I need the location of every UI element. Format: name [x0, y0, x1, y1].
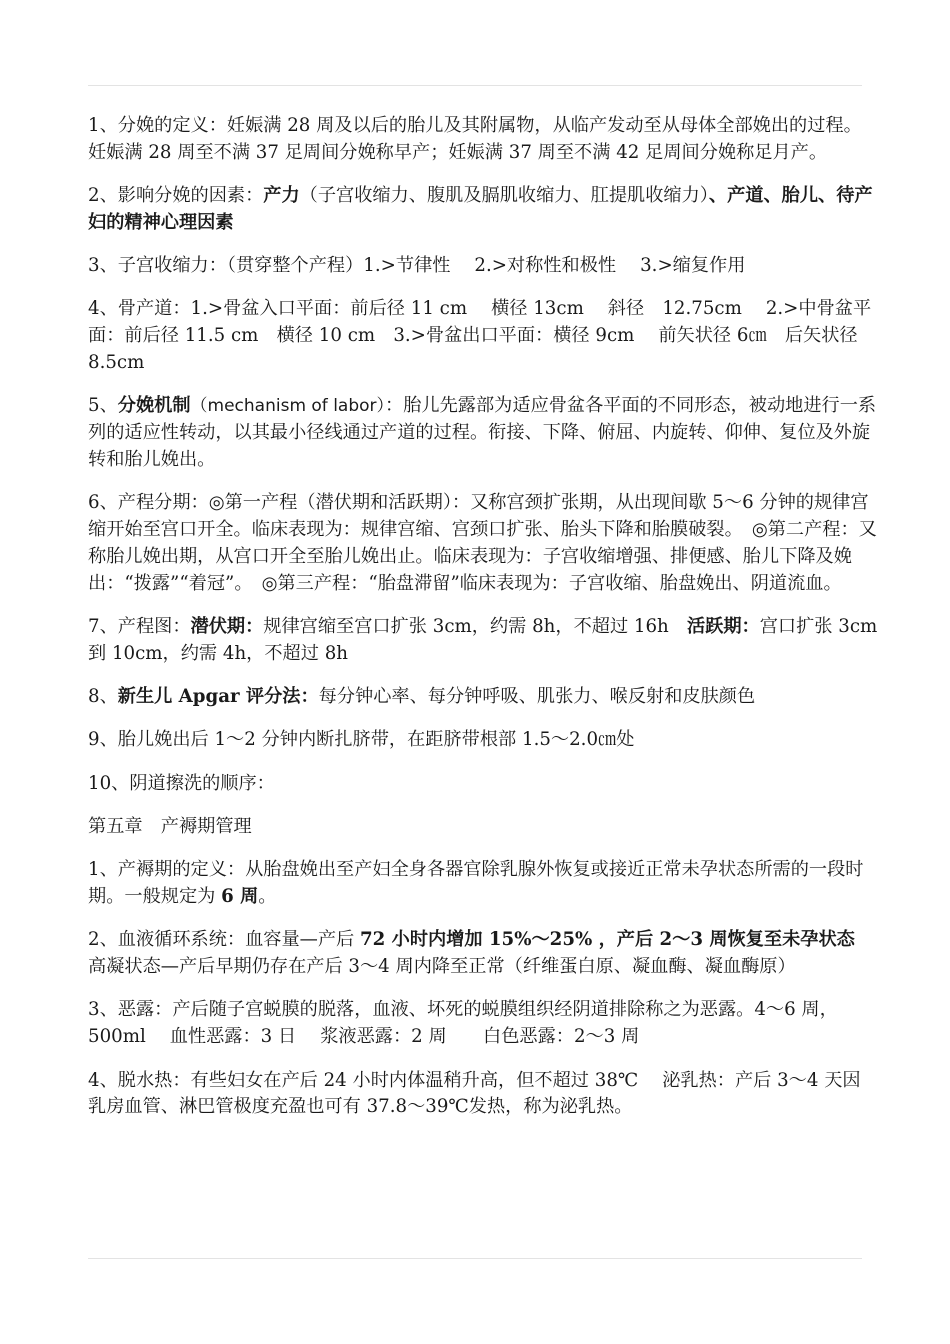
- document-body: [88, 113, 878, 1138]
- text-run: 1、产褥期的定义：从胎盘娩出至产妇全身各器官除乳腺外恢复或接近正常未孕状态所需的一段时期。一般规定为: [88, 859, 864, 908]
- text-run: 1、分娩的定义：妊娠满 28 周及以后的胎儿及其附属物，从临产发动至从母体全部娩出的过程。妊娠满 28 周至不满 37 足周间分娩称早产；妊娠满 37 周至不满 42 足周间分娩称足月产。: [88, 115, 862, 163]
- text-run: ：胎儿先露部为适应骨盆各平面的不同形态，被动地进行一系列的适应性转动，以其最小径线通过产道的过程。衔接、下降、俯屈、内旋转、仰伸、复位及外旋转和胎儿娩出。: [88, 395, 877, 470]
- header-rule: [88, 85, 862, 86]
- paragraph-4: [88, 296, 878, 376]
- paragraph-12: [88, 857, 878, 911]
- paragraph-10: [88, 771, 878, 798]
- paragraph-14: [88, 997, 878, 1051]
- text-run: （子宫收缩力、腹肌及膈肌收缩力、肛提肌收缩力）: [299, 185, 709, 207]
- paragraph-7: [88, 614, 878, 668]
- text-run: 8、: [88, 686, 118, 708]
- chapter-heading: [88, 814, 878, 841]
- bold-text-run: 、产道、胎儿、待产妇的精神心理因素: [88, 185, 873, 233]
- bold-text-run: 72 小时内增加 15%～25% ，产后 2～3 周恢复至未孕状态: [359, 929, 855, 951]
- bold-text-run: 6 周: [221, 886, 259, 908]
- paragraph-3: [88, 253, 878, 280]
- footer-rule: [88, 1258, 862, 1259]
- paragraph-8: [88, 684, 878, 711]
- text-run: 4、脱水热：有些妇女在产后 24 小时内体温稍升高，但不超过 38℃ 泌乳热：产后 3～4 天因乳房血管、淋巴管极度充盈也可有 37.8～39℃发热，称为泌乳热。: [88, 1069, 861, 1118]
- bold-text-run: 新生儿 Apgar 评分法：: [117, 686, 319, 708]
- bold-text-run: 分娩机制: [117, 395, 191, 417]
- text-run: 3、恶露：产后随子宫蜕膜的脱落，血液、坏死的蜕膜组织经阴道排除称之为恶露。4～6 周，500ml 血性恶露：3 日 浆液恶露：2 周 白色恶露：2～3 周: [88, 999, 838, 1048]
- text-run: 7、产程图：: [88, 615, 191, 637]
- bold-text-run: 潜伏期：: [190, 615, 264, 637]
- text-run: 每分钟心率、每分钟呼吸、肌张力、喉反射和皮肤颜色: [318, 686, 756, 708]
- bold-text-run: 产力: [263, 185, 300, 207]
- bold-text-run: 活跃期：: [686, 615, 760, 637]
- paragraph-2: [88, 183, 878, 237]
- paragraph-13: [88, 927, 878, 981]
- text-run: 5、: [88, 395, 118, 417]
- paragraph-1: [88, 113, 878, 167]
- text-run: 。: [258, 886, 277, 908]
- paragraph-6: [88, 490, 878, 597]
- text-run: 2、影响分娩的因素：: [88, 185, 264, 207]
- text-run: 4、骨产道：1.>骨盆入口平面：前后径 11 cm 横径 13cm 斜径 12.75cm 2.>中骨盆平面：前后径 11.5 cm 横径 10 cm 3.>骨盆出口平面：横径 9cm 前矢状径 6㎝ 后矢状径 8.5cm: [88, 298, 872, 374]
- text-run: 第五章 产褥期管理: [88, 815, 252, 837]
- text-run: 10、阴道擦洗的顺序：: [88, 772, 275, 794]
- text-run: 6、产程分期：◎第一产程（潜伏期和活跃期）：又称宫颈扩张期，从出现间歇 5～6 分钟的规律宫缩开始至宫口开全。临床表现为：规律宫缩、宫颈口扩张、胎头下降和胎膜破裂。 ◎第二产程：又称胎儿娩出期，从宫口开全至胎儿娩出止。临床表现为：子宫收缩增强、排便感、胎儿下降及娩出：“拨露”“着冠”。 ◎第三产程：“胎盘滞留”临床表现为：子宫收缩、胎盘娩出、阴道流血。: [88, 492, 877, 594]
- paragraph-5: [88, 393, 878, 473]
- text-run: 9、胎儿娩出后 1～2 分钟内断扎脐带，在距脐带根部 1.5～2.0㎝处: [88, 729, 635, 751]
- text-run: （mechanism of labor）: [190, 396, 386, 417]
- text-run: 3、子宫收缩力：（贯穿整个产程）1.>节律性 2.>对称性和极性 3.>缩复作用: [88, 255, 746, 277]
- text-run: 宫口扩张 3cm 到 10cm，约需 4h，不超过 8h: [88, 615, 878, 664]
- text-run: 2、血液循环系统：血容量—产后: [88, 929, 360, 951]
- paragraph-15: [88, 1068, 878, 1122]
- text-run: 规律宫缩至宫口扩张 3cm，约需 8h，不超过 16h: [263, 615, 687, 637]
- paragraph-9: [88, 727, 878, 754]
- text-run: 高凝状态—产后早期仍存在产后 3～4 周内降至正常（纤维蛋白原、凝血酶、凝血酶原）: [88, 929, 874, 978]
